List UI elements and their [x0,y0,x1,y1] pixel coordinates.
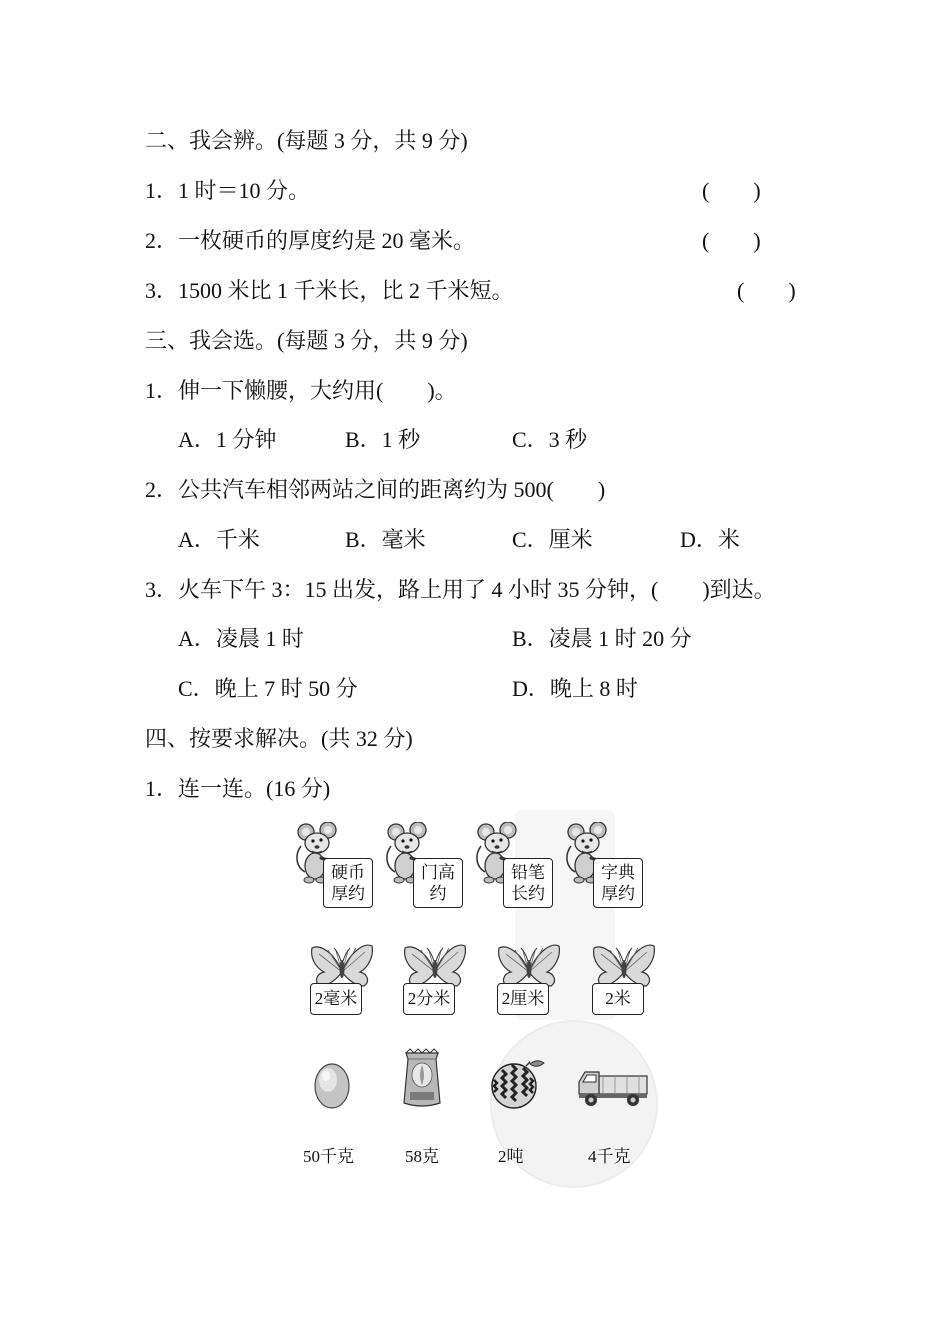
truck-icon [577,1066,649,1108]
weight-label-1: 50千克 [303,1147,354,1166]
section-choose-heading: 三、我会选。(每题 3 分，共 9 分) [145,328,468,353]
choose-q2-option-a: A．千米 [178,527,260,552]
length-sign-2: 2分米 [403,983,455,1015]
length-card-2 [403,942,467,1016]
length-card-1 [310,942,374,1016]
choose-question-2: 2．公共汽车相邻两站之间的距离约为 500( ) [145,477,606,502]
choose-q2-option-c: C．厘米 [512,527,593,552]
butterfly-icon [592,942,656,988]
butterfly-icon [497,942,561,988]
judge-item-2-text: 2．一枚硬币的厚度约是 20 毫米。 [145,228,476,253]
section-solve-heading: 四、按要求解决。(共 32 分) [145,726,413,751]
measure-sign-1 [323,858,373,908]
choose-q2-option-b: B．毫米 [345,527,426,552]
choose-q3-option-d: D．晚上 8 时 [512,676,638,701]
watermelon-icon [490,1058,546,1110]
choose-q3-option-c: C．晚上 7 时 50 分 [178,676,358,701]
judge-item-1-text: 1．1 时＝10 分。 [145,178,311,203]
measure-sign-2 [413,858,463,908]
judge-item-3-blank: ( ) [737,278,796,303]
butterfly-icon [310,942,374,988]
weight-label-3: 2吨 [498,1147,524,1166]
weight-label-2: 58克 [405,1147,439,1166]
choose-q1-option-c: C．3 秒 [512,427,588,452]
measure-sign-3-line2: 长约 [511,884,545,903]
rice-bag-icon [402,1047,442,1109]
measure-sign-2-line2: 约 [429,884,447,903]
measure-sign-4 [593,858,643,908]
butterfly-icon [403,942,467,988]
measure-card-3 [475,822,557,910]
length-sign-4: 2米 [592,983,644,1015]
measure-sign-4-line1: 字典 [601,863,635,882]
measure-sign-3-line1: 铅笔 [511,863,545,882]
choose-q2-option-d: D．米 [680,527,740,552]
egg-icon [313,1061,351,1109]
judge-item-2-blank: ( ) [702,228,761,253]
measure-sign-1-line2: 厚约 [331,884,365,903]
measure-card-1 [295,822,377,910]
measure-sign-2-line1: 门高 [421,863,455,882]
measure-sign-1-line1: 硬币 [331,863,365,882]
choose-q3-option-b: B．凌晨 1 时 20 分 [512,626,692,651]
judge-item-1-blank: ( ) [702,178,761,203]
choose-q1-option-b: B．1 秒 [345,427,421,452]
choose-question-1: 1．伸一下懒腰，大约用( )。 [145,378,457,403]
measure-card-2 [385,822,467,910]
weight-label-4: 4千克 [588,1147,631,1166]
choose-q3-option-a: A．凌晨 1 时 [178,626,304,651]
choose-q1-option-a: A．1 分钟 [178,427,277,452]
judge-item-3-text: 3．1500 米比 1 千米长，比 2 千米短。 [145,278,514,303]
length-sign-1: 2毫米 [310,983,362,1015]
match-task-title: 1．连一连。(16 分) [145,776,331,801]
measure-card-4 [565,822,647,910]
choose-question-3: 3．火车下午 3：15 出发，路上用了 4 小时 35 分钟，( )到达。 [145,577,776,602]
section-judge-heading: 二、我会辨。(每题 3 分，共 9 分) [145,128,468,153]
length-card-4 [592,942,656,1016]
measure-sign-3 [503,858,553,908]
length-card-3 [497,942,561,1016]
measure-sign-4-line2: 厚约 [601,884,635,903]
length-sign-3: 2厘米 [497,983,549,1015]
